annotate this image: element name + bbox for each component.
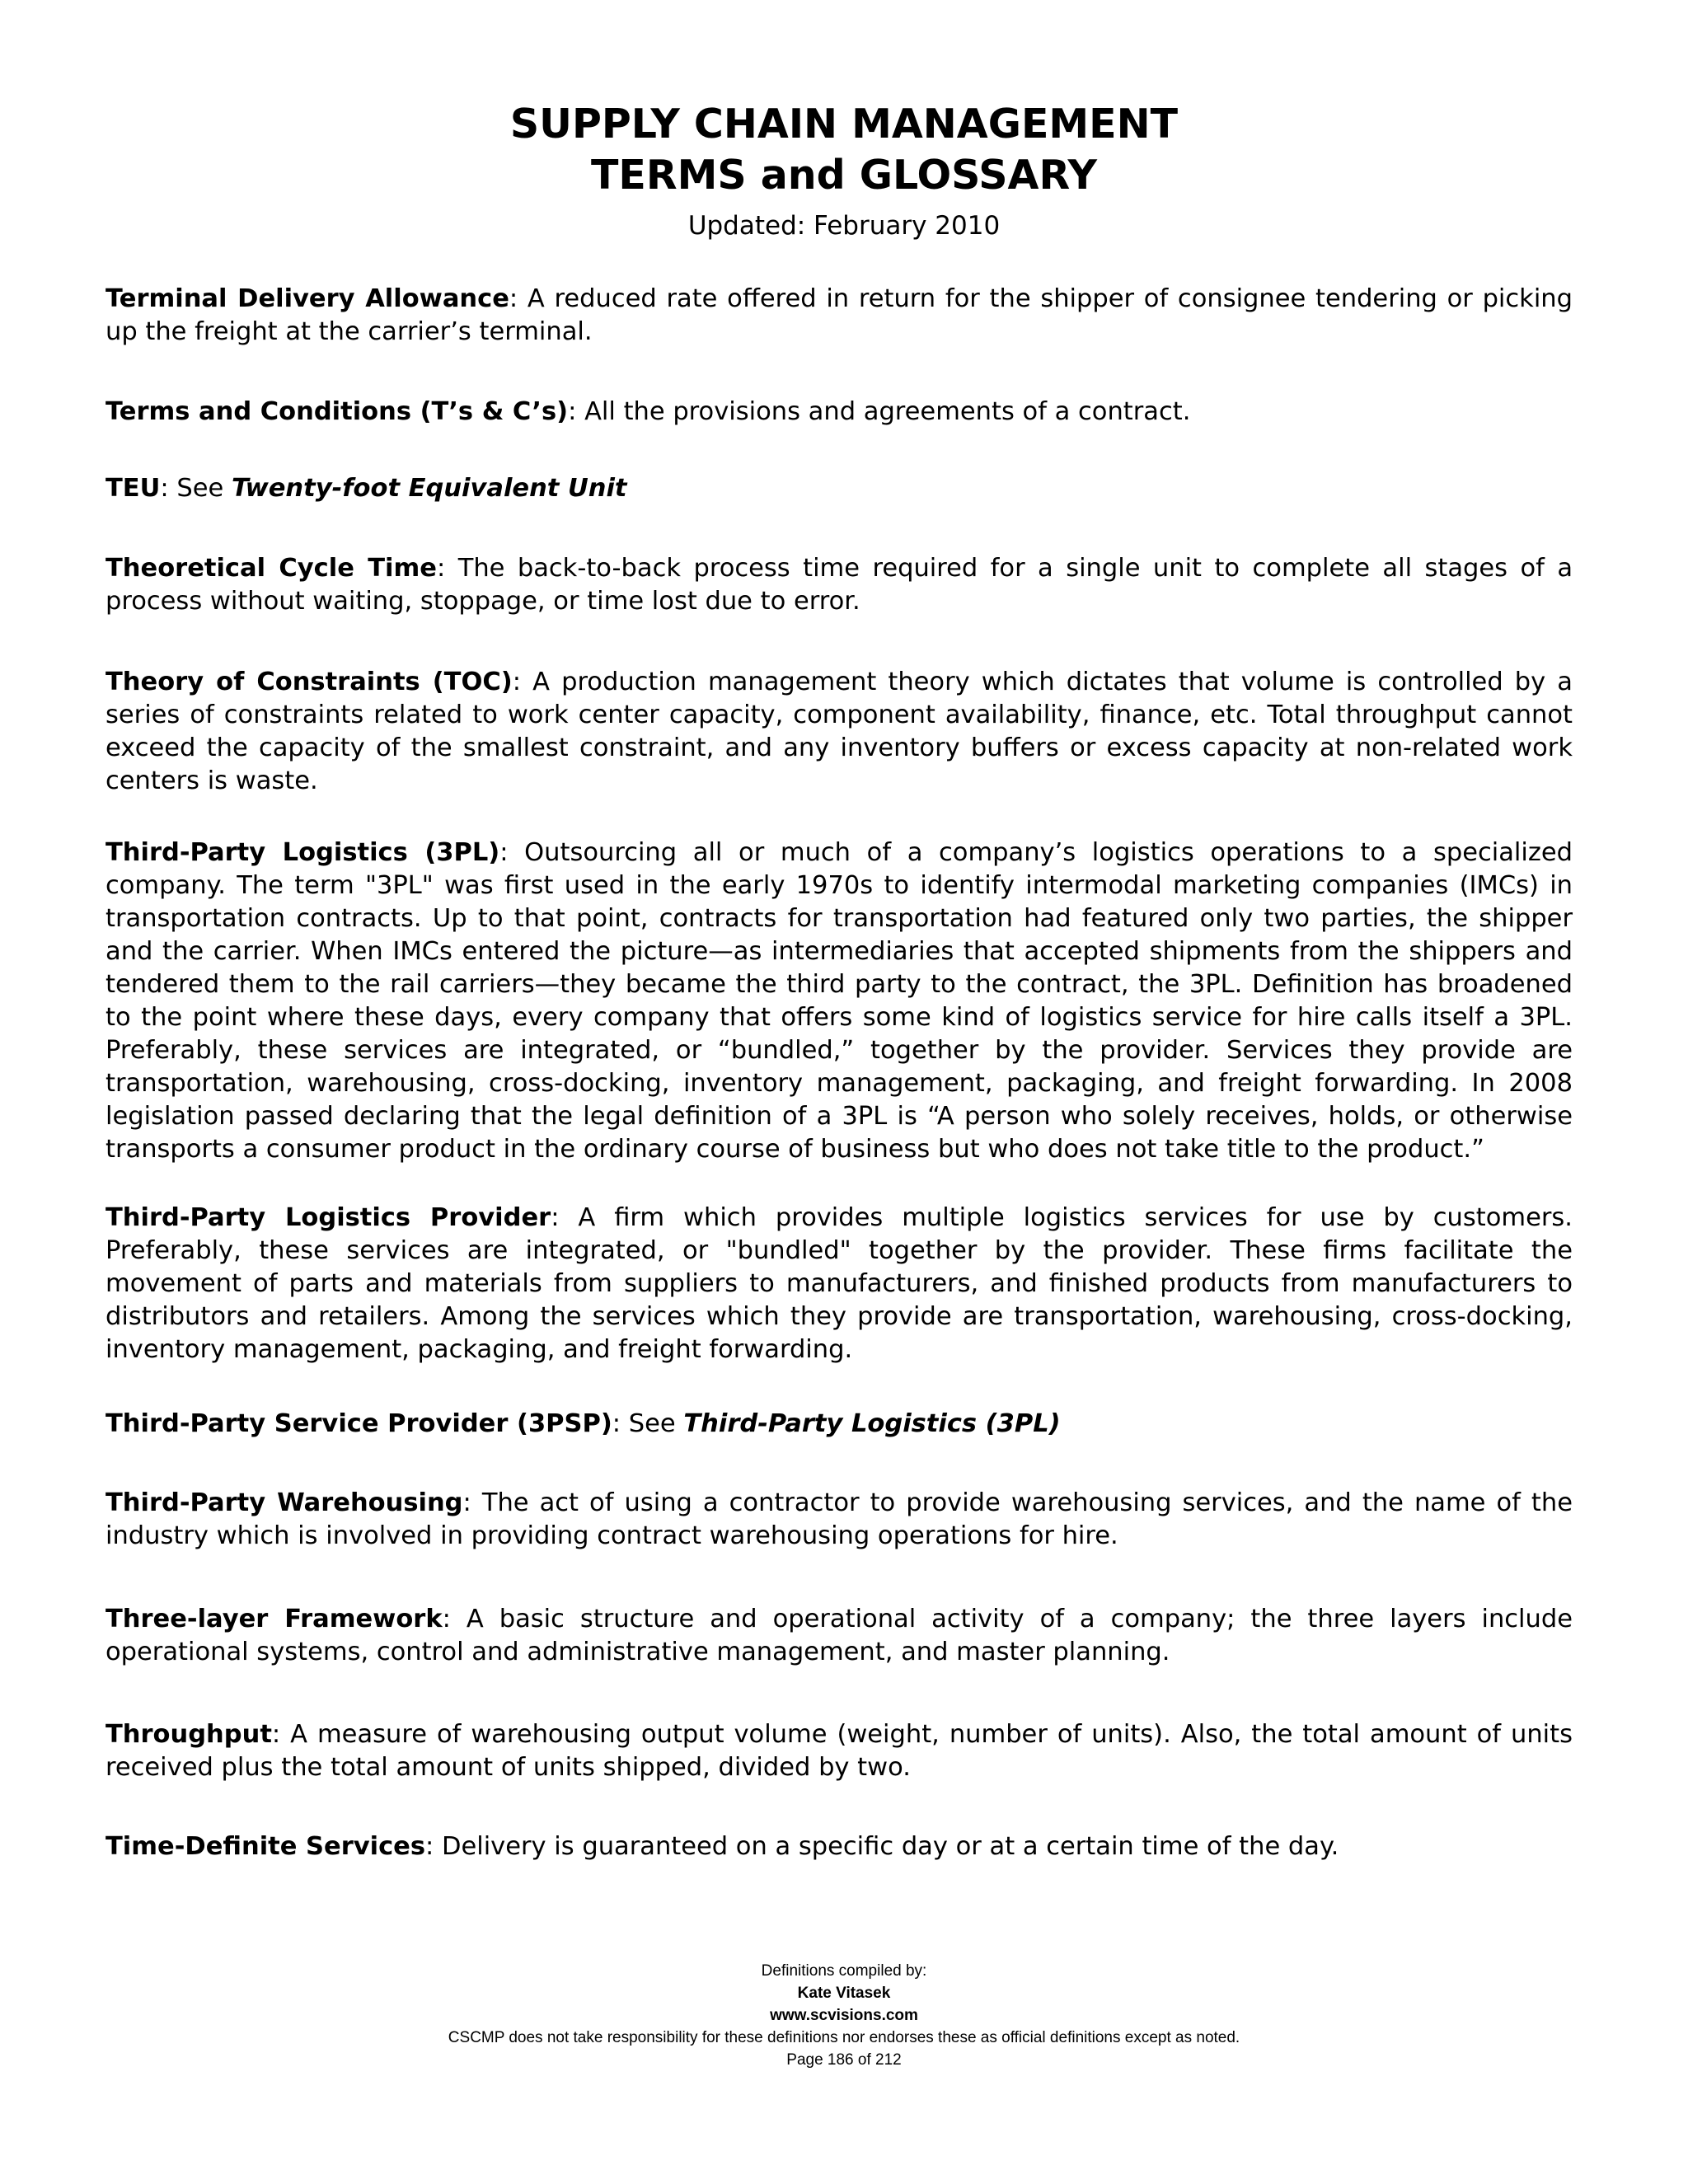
page-footer (0, 1960, 1688, 2071)
entry-definition: : See (160, 474, 232, 503)
entry-definition: : Delivery is guaranteed on a specific day or at a certain time of the day. (425, 1832, 1339, 1861)
website-url: www.scvisions.com (770, 2007, 918, 2024)
entry-term: Third-Party Service Provider (3PSP) (106, 1409, 612, 1438)
glossary-entries (106, 283, 1573, 1863)
updated-date: Updated: February 2010 (687, 211, 1001, 241)
entry-definition: : The back-to-back process time required for a single unit to complete all stages of a process without waiting, stoppage, or time lost due to error. (106, 554, 1573, 616)
entry-definition: : The act of using a contractor to provide warehousing services, and the name of the industry which is involved in providing contract warehousing operations for hire. (106, 1488, 1573, 1550)
glossary-entry (106, 552, 1573, 618)
compiled-by-label: Definitions compiled by: (761, 1962, 927, 1980)
entry-definition: : A basic structure and operational activity of a company; the three layers include operational systems, control and administrative management, and master planning. (106, 1605, 1573, 1666)
entry-definition: : A reduced rate offered in return for the shipper of consignee tendering or picking up the freight at the carrier’s terminal. (106, 284, 1573, 346)
glossary-entry (106, 1408, 1573, 1441)
entry-term: Theory of Constraints (TOC) (106, 668, 513, 696)
glossary-entry (106, 283, 1573, 349)
entry-term: Time-Definite Services (106, 1832, 425, 1861)
entry-term: Third-Party Logistics (3PL) (106, 838, 500, 867)
glossary-entry (106, 837, 1573, 1166)
entry-term: Theoretical Cycle Time (106, 554, 437, 583)
author-name: Kate Vitasek (797, 1985, 891, 2002)
title-line-1: SUPPLY CHAIN MANAGEMENT (509, 101, 1179, 148)
entry-term: TEU (106, 474, 161, 503)
glossary-entry (106, 666, 1573, 798)
title-line-2: TERMS and GLOSSARY (590, 152, 1097, 199)
entry-definition: : A production management theory which dictates that volume is controlled by a series of constraints related to work center capacity, component availability, finance, etc. Total throughput cannot exceed the capacity of the smallest constraint, and any inventory buffers or excess capacity at non-related work centers is waste. (106, 668, 1573, 795)
entry-definition: : A firm which provides multiple logistics services for use by customers. Preferably, these services are integrated, or "bundled" together by the provider. These firms facilitate the movement of parts and materials from suppliers to manufacturers, and finished products from manufacturers to distributors and retailers. Among the services which they provide are transportation, warehousing, cross-docking, inventory management, packaging, and freight forwarding. (106, 1203, 1573, 1364)
entry-definition: : All the provisions and agreements of a contract. (568, 397, 1191, 426)
entry-term: Throughput (106, 1720, 272, 1749)
glossary-entry (106, 396, 1573, 429)
glossary-entry (106, 1603, 1573, 1669)
entry-definition: : See (612, 1409, 684, 1438)
entry-see-reference: Third-Party Logistics (3PL) (683, 1409, 1061, 1438)
page-header (0, 99, 1688, 244)
entry-definition: : A measure of warehousing output volume (weight, number of units). Also, the total amount of units received plus the total amount of units shipped, divided by two. (106, 1720, 1573, 1782)
entry-term: Three-layer Framework (106, 1605, 443, 1633)
glossary-entry (106, 472, 1573, 505)
disclaimer: CSCMP does not take responsibility for these definitions nor endorses these as official definitions except as noted. (448, 2029, 1240, 2046)
entry-term: Terms and Conditions (T’s & C’s) (106, 397, 569, 426)
page-number: Page 186 of 212 (786, 2051, 902, 2069)
entry-term: Terminal Delivery Allowance (106, 284, 509, 313)
entry-definition: : Outsourcing all or much of a company’s logistics operations to a specialized company. The term "3PL" was first used in the early 1970s to identify intermodal marketing companies (IMCs) in transportation contracts. Up to that point, contracts for transportation had featured only two parties, the shipper and the carrier. When IMCs entered the picture—as intermediaries that accepted shipments from the shippers and tendered them to the rail carriers—they became the third party to the contract, the 3PL. Definition has broadened to the point where these days, every company that offers some kind of logistics service for hire calls itself a 3PL. Preferably, these services are integrated, or “bundled,” together by the provider. Services they provide are transportation, warehousing, cross-docking, inventory management, packaging, and freight forwarding. In 2008 legislation passed declaring that the legal definition of a 3PL is “A person who solely receives, holds, or otherwise transports a consumer product in the ordinary course of business but who does not take title to the product.” (106, 838, 1573, 1164)
glossary-entry (106, 1718, 1573, 1784)
glossary-entry (106, 1487, 1573, 1553)
glossary-entry (106, 1202, 1573, 1366)
glossary-entry (106, 1830, 1573, 1863)
entry-term: Third-Party Logistics Provider (106, 1203, 551, 1232)
entry-term: Third-Party Warehousing (106, 1488, 463, 1517)
entry-see-reference: Twenty-foot Equivalent Unit (231, 474, 627, 503)
